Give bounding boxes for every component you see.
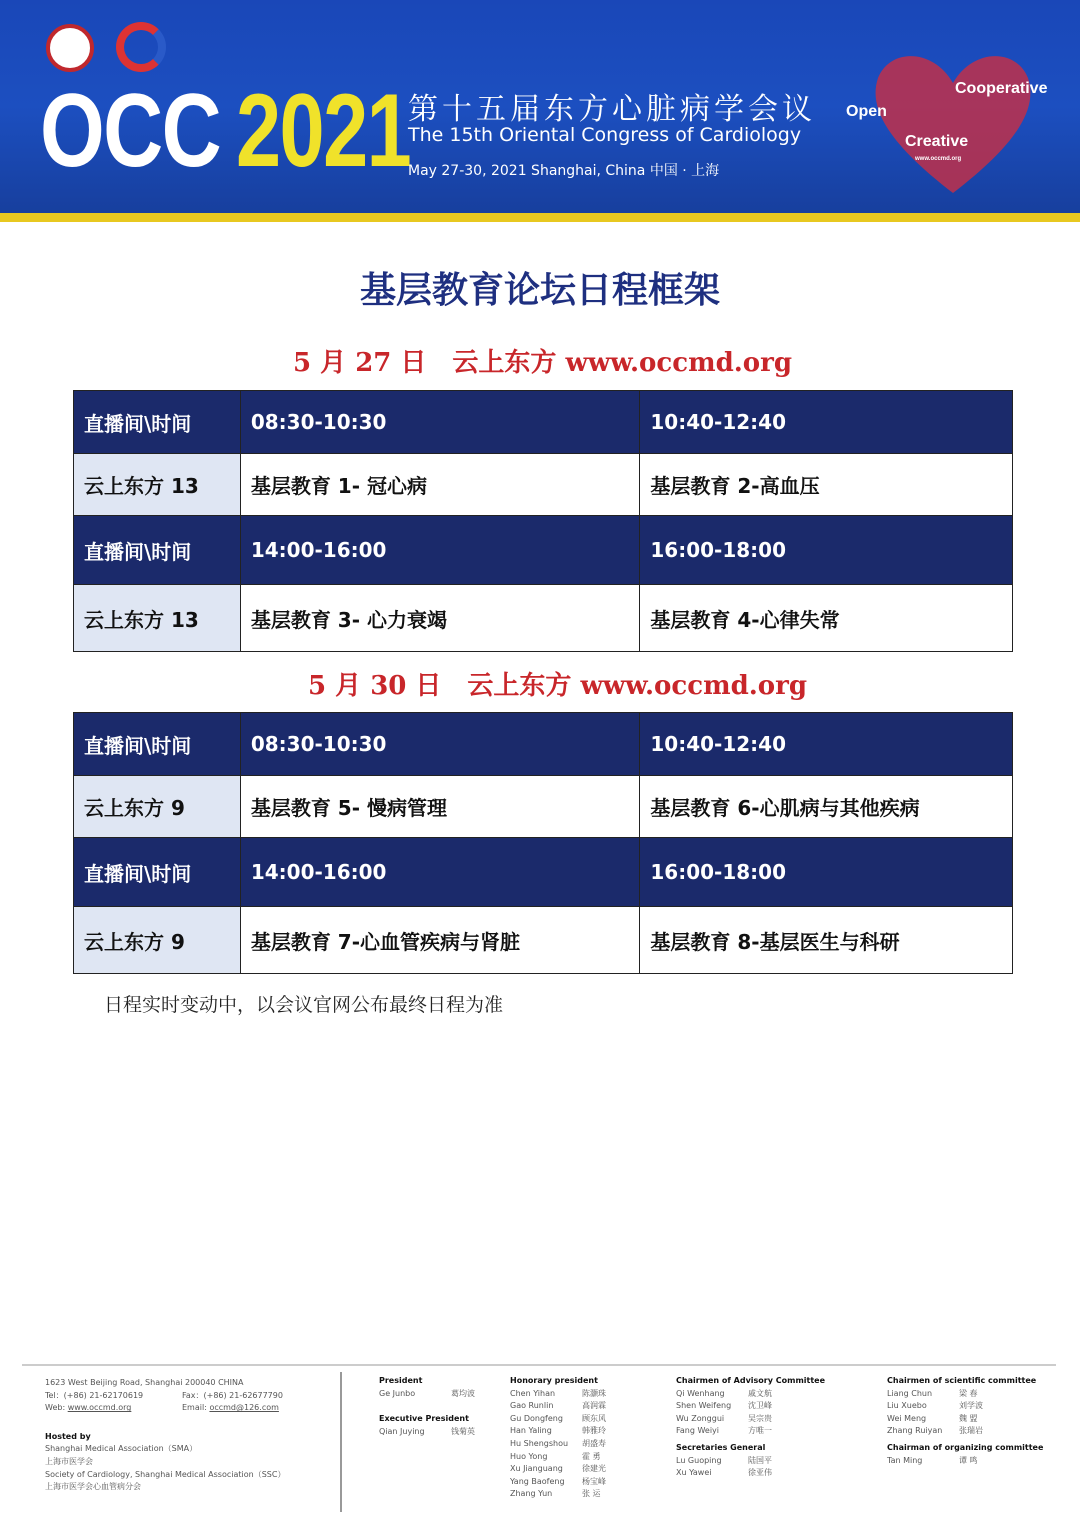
footer-committee: [676, 1375, 825, 1438]
room-cell: 云上东方 9: [74, 907, 241, 974]
committee-member: Shen Weifeng 沈卫峰: [676, 1401, 772, 1411]
year: 2021: [236, 73, 411, 189]
footer-committee: [379, 1375, 475, 1400]
heart-word: www.occmd.org: [915, 156, 962, 162]
session-row: [74, 454, 1013, 516]
session-cell: 基层教育 4-心律失常: [640, 585, 1013, 652]
time-cell: 10:40-12:40: [640, 391, 1013, 454]
day-heading: 5 月 30 日 云上东方 www.occmd.org: [308, 671, 808, 701]
web-link[interactable]: www.occmd.org: [67, 1403, 132, 1413]
footer-divider: [22, 1364, 1056, 1366]
committee-member: Tan Ming 谭 鸣: [887, 1455, 978, 1465]
time-cell: 10:40-12:40: [640, 713, 1013, 776]
time-cell: 16:00-18:00: [640, 838, 1013, 907]
time-header-row: [74, 391, 1013, 454]
committee-member: Fang Weiyi 方唯一: [676, 1426, 772, 1436]
heart-icon: [868, 48, 1038, 198]
schedule-note: 日程实时变动中，以会议官网公布最终日程为准: [104, 994, 504, 1016]
footer-committee: [510, 1375, 606, 1501]
session-cell: 基层教育 2-高血压: [640, 454, 1013, 516]
time-cell: 08:30-10:30: [240, 391, 640, 454]
date-place: May 27-30, 2021 Shanghai, China 中国 · 上海: [408, 163, 720, 179]
session-cell: 基层教育 5- 慢病管理: [240, 776, 640, 838]
session-cell: 基层教育 7-心血管疾病与肾脏: [240, 907, 640, 974]
heart-word: Creative: [905, 133, 969, 150]
committee-member: Chen Yihan 陈灏珠: [510, 1388, 606, 1398]
committee-title: Secretaries General: [676, 1443, 766, 1452]
committee-member: Xu Yawei 徐亚伟: [676, 1468, 772, 1478]
footer-committee: [887, 1375, 1036, 1438]
room-cell: 直播间\时间: [74, 391, 241, 454]
committee-member: Xu Jianguang 徐建光: [510, 1464, 606, 1474]
title-en: The 15th Oriental Congress of Cardiology: [408, 124, 802, 146]
committee-member: Huo Yong 霍 勇: [510, 1451, 601, 1461]
committee-member: Gao Runlin 高润霖: [510, 1401, 606, 1411]
email-link[interactable]: occmd@126.com: [209, 1403, 279, 1413]
committee-member: Qi Wenhang 戚文航: [676, 1388, 772, 1398]
committee-title: Chairmen of scientific committee: [887, 1376, 1037, 1385]
heart-word: Open: [846, 103, 887, 120]
footer-contact: 1623 West Beijing Road, Shanghai 200040 CHINA Tel：(+86) 21-62170619 Fax：(+86) 21-62677790 Web: www.occmd.org Email: occmd@126.com Hosted by Shanghai Medical Association（SMA） 上海市医学会 Society of Cardiology, Shanghai Medical Association（SSC） 上海市医学会心血管病分会: [45, 1378, 286, 1492]
society-logo: [116, 22, 166, 72]
committee-member: Liu Xuebo 刘学波: [887, 1401, 983, 1411]
banner-stripe: [0, 213, 1080, 222]
room-cell: 直播间\时间: [74, 516, 241, 585]
time-cell: 08:30-10:30: [240, 713, 640, 776]
footer-committee: [676, 1442, 772, 1480]
committee-member: Wei Meng 魏 盟: [887, 1413, 978, 1423]
committee-member: Yang Baofeng 杨宝峰: [510, 1476, 606, 1486]
committee-member: Wu Zonggui 吴宗贵: [676, 1413, 772, 1423]
committee-member: Hu Shengshou 胡盛寿: [510, 1438, 606, 1448]
committee-member: Han Yaling 韩雅玲: [510, 1426, 606, 1436]
time-cell: 14:00-16:00: [240, 838, 640, 907]
session-cell: 基层教育 8-基层医生与科研: [640, 907, 1013, 974]
committee-title: Executive President: [379, 1414, 469, 1423]
association-logo: [46, 24, 94, 72]
room-cell: 云上东方 13: [74, 454, 241, 516]
session-cell: 基层教育 3- 心力衰竭: [240, 585, 640, 652]
session-row: [74, 776, 1013, 838]
committee-title: President: [379, 1376, 423, 1385]
title-cn: 第十五届东方心脏病学会议: [408, 92, 816, 127]
footer-committee: [887, 1442, 1043, 1467]
session-cell: 基层教育 1- 冠心病: [240, 454, 640, 516]
time-header-row: [74, 713, 1013, 776]
committee-member: Zhang Yun 张 运: [510, 1489, 601, 1499]
room-cell: 直播间\时间: [74, 713, 241, 776]
committee-member: Gu Dongfeng 顾东风: [510, 1413, 606, 1423]
time-cell: 14:00-16:00: [240, 516, 640, 585]
heart-word: Cooperative: [955, 80, 1048, 97]
day-heading: 5 月 27 日 云上东方 www.occmd.org: [293, 348, 793, 378]
room-cell: 直播间\时间: [74, 838, 241, 907]
session-cell: 基层教育 6-心肌病与其他疾病: [640, 776, 1013, 838]
schedule-table-2: [73, 712, 1013, 974]
committee-title: Honorary president: [510, 1376, 598, 1385]
committee-title: Chairmen of Advisory Committee: [676, 1376, 826, 1385]
header-banner: [0, 0, 1080, 213]
room-cell: 云上东方 13: [74, 585, 241, 652]
committee-member: Lu Guoping 陆国平: [676, 1455, 772, 1465]
room-cell: 云上东方 9: [74, 776, 241, 838]
time-header-row: [74, 838, 1013, 907]
brand: OCC: [40, 73, 221, 189]
time-cell: 16:00-18:00: [640, 516, 1013, 585]
footer-vdivider: [340, 1372, 342, 1512]
session-row: [74, 907, 1013, 974]
session-row: [74, 585, 1013, 652]
committee-member: Zhang Ruiyan 张瑞岩: [887, 1426, 983, 1436]
footer-committee: [379, 1413, 475, 1438]
committee-title: Chairman of organizing committee: [887, 1443, 1044, 1452]
schedule-table-1: [73, 390, 1013, 652]
committee-member: Liang Chun 梁 春: [887, 1388, 978, 1398]
committee-member: Ge Junbo 葛均波: [379, 1388, 475, 1398]
page-title: 基层教育论坛日程框架: [359, 270, 720, 311]
time-header-row: [74, 516, 1013, 585]
committee-member: Qian Juying 钱菊英: [379, 1426, 475, 1436]
